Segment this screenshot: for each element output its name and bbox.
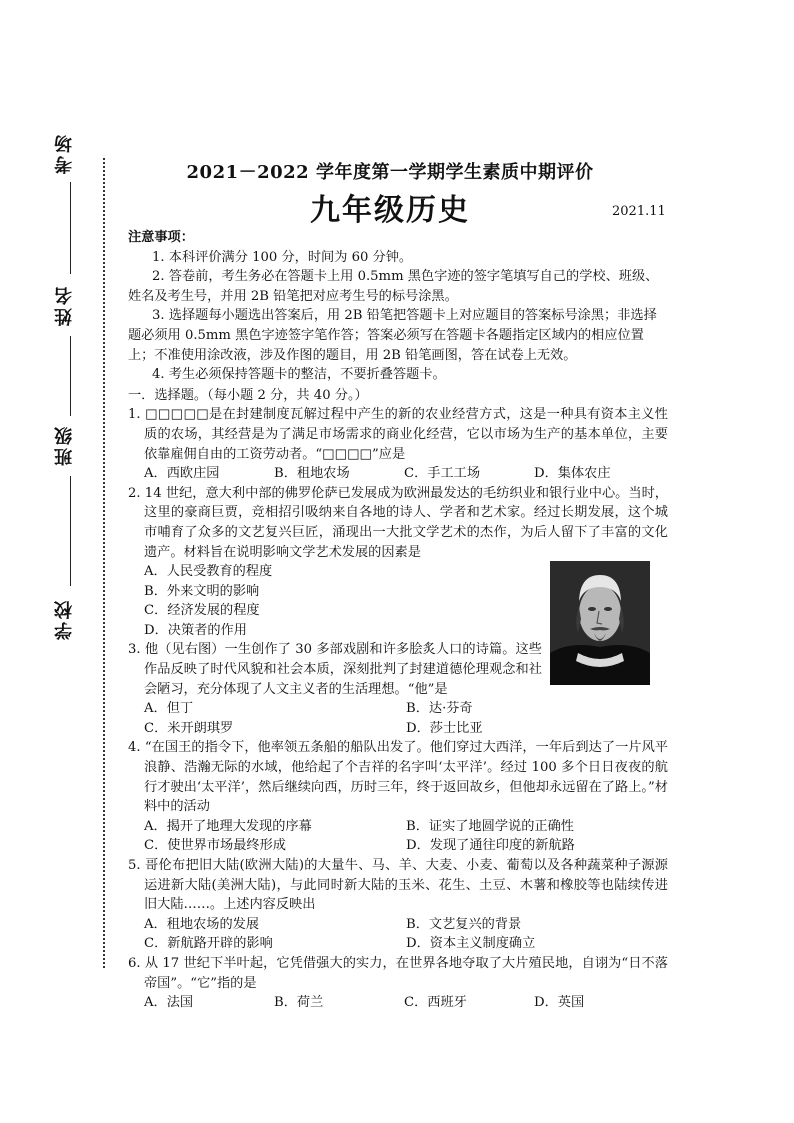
option-d: D．发现了通往印度的新航路 <box>406 838 575 854</box>
option-a: A．人民受教育的程度 <box>144 564 273 580</box>
option-a: A．法国 <box>144 995 194 1011</box>
side-line <box>70 476 71 586</box>
side-field-school: 学校 <box>54 598 75 640</box>
option-c: C．西班牙 <box>404 995 467 1011</box>
note-item: 3. 选择题每小题选出答案后，用 2B 铅笔把答题卡上对应题目的答案标号涂黑；非选择题必须用 0.5mm 黑色字迹签字笔作答；答案必须写在答题卡各题指定区域内的相应位置上；不准使用涂改液，涉及作图的题目，用 2B 铅笔画图，答在试卷上无效。 <box>128 308 657 363</box>
option-b: B．外来文明的影响 <box>144 583 260 599</box>
option-a: A．西欧庄园 <box>144 466 220 482</box>
portrait-image <box>550 561 650 685</box>
side-line <box>70 336 71 416</box>
option-list <box>128 915 668 954</box>
question-4 <box>128 738 668 856</box>
exam-content <box>128 228 668 1013</box>
option-list <box>128 817 668 856</box>
portrait-illustration <box>550 561 650 685</box>
side-field-exam-room: 考场 <box>54 132 75 174</box>
side-field-class: 班级 <box>54 424 75 466</box>
question-stem: 3. 他（见右图）一生创作了 30 多部戏剧和许多脍炙人口的诗篇。这些作品反映了时代风貌和社会本质，深刻批判了封建道德伦理观念和社会陋习，充分体现了人文主义者的生活理想。“他”是 <box>128 642 542 697</box>
side-line <box>70 182 71 274</box>
exam-title: 2021－2022 学年度第一学期学生素质中期评价 <box>186 162 594 183</box>
option-c: C．新航路开辟的影响 <box>144 936 273 952</box>
binding-dotted-line <box>103 158 105 968</box>
option-c: C．经济发展的程度 <box>144 603 260 619</box>
question-stem: 4. “在国王的指令下，他率领五条船的船队出发了。他们穿过大西洋，一年后到达了一片风平浪静、浩瀚无际的水域，他给起了个吉祥的名字叫‘太平洋’。经过 100 多个日日夜夜的航行才驶出‘太平洋’，然后继续向西，历时三年，终于返回故乡，但他却永远留在了路上。”材料中的活动 <box>128 740 668 815</box>
question-1 <box>128 405 668 483</box>
question-stem: 1. □□□□□是在封建制度瓦解过程中产生的新的农业经营方式，这是一种具有资本主义性质的农场，其经营是为了满足市场需求的商业化经营，它以市场为生产的基本单位，主要依靠雇佣自由的工资劳动者。“□□□□”应是 <box>128 407 668 462</box>
option-d: D．资本主义制度确立 <box>406 936 536 952</box>
option-c: C．米开朗琪罗 <box>144 720 234 736</box>
option-list <box>128 562 584 640</box>
note-item: 1. 本科评价满分 100 分，时间为 60 分钟。 <box>152 249 413 265</box>
option-d: D．英国 <box>534 995 585 1011</box>
question-stem: 2. 14 世纪，意大利中部的佛罗伦萨已发展成为欧洲最发达的毛纺织业和银行业中心。当时，这里的豪商巨贾，竞相招引吸纳来自各地的诗人、学者和艺术家。经过长期发展，这个城市哺育了众多的文艺复兴巨匠，涌现出一大批文学艺术的杰作，为后人留下了丰富的文化遗产。材料旨在说明影响文学艺术发展的因素是 <box>128 485 668 560</box>
option-b: B．荷兰 <box>274 995 324 1011</box>
option-list <box>128 464 668 484</box>
question-stem: 5. 哥伦布把旧大陆(欧洲大陆)的大量牛、马、羊、大麦、小麦、葡萄以及各种蔬菜种子源源运进新大陆(美洲大陆)，与此同时新大陆的玉米、花生、土豆、木薯和橡胶等也陆续传进旧大陆……。上述内容反映出 <box>128 858 668 913</box>
question-6 <box>128 954 668 1013</box>
note-item: 2. 答卷前，考生务必在答题卡上用 0.5mm 黑色字迹的签字笔填写自己的学校、班级、姓名及考生号，并用 2B 铅笔把对应考生号的标号涂黑。 <box>128 269 659 304</box>
option-d: D．莎士比亚 <box>406 720 483 736</box>
option-list <box>128 993 668 1013</box>
option-c: C．使世界市场最终形成 <box>144 838 286 854</box>
option-b: B．达·芬奇 <box>406 701 473 717</box>
option-list <box>128 699 542 738</box>
option-b: B．文艺复兴的背景 <box>406 916 522 932</box>
question-5 <box>128 856 668 954</box>
question-stem: 6. 从 17 世纪下半叶起，它凭借强大的实力，在世界各地夺取了大片殖民地，自诩为“日不落帝国”。“它”指的是 <box>128 955 668 991</box>
option-d: D．集体农庄 <box>534 466 611 482</box>
note-item: 4. 考生必须保持答题卡的整洁，不要折叠答题卡。 <box>152 367 446 383</box>
option-c: C．手工工场 <box>404 466 481 482</box>
option-b: B．租地农场 <box>274 466 350 482</box>
option-a: A．租地农场的发展 <box>144 916 260 932</box>
option-a: A．但丁 <box>144 701 194 717</box>
subject-title: 九年级历史 <box>310 193 470 228</box>
option-a: A．揭开了地理大发现的序幕 <box>144 818 312 834</box>
side-field-name: 姓名 <box>54 284 75 326</box>
option-d: D．决策者的作用 <box>144 622 247 638</box>
option-b: B．证实了地圆学说的正确性 <box>406 818 574 834</box>
section-heading: 一．选择题。（每小题 2 分，共 40 分。） <box>128 387 368 403</box>
exam-date: 2021.11 <box>612 204 666 219</box>
notes-heading: 注意事项： <box>128 230 194 245</box>
